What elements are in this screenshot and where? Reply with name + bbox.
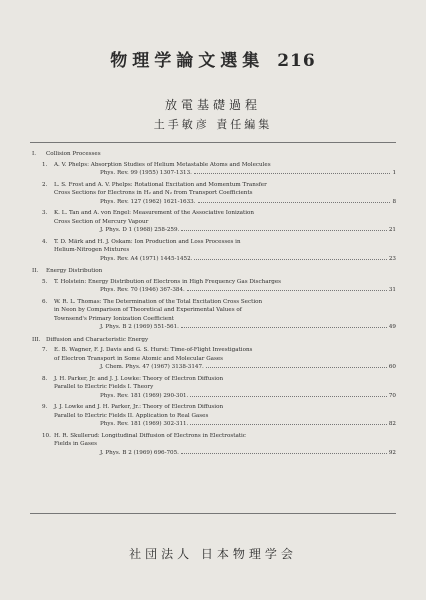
- entry-reference-line: [54, 363, 396, 372]
- entry-text-line: K. L. Tan and A. von Engel: Measurement of the Associative Ionization: [54, 210, 255, 216]
- entry-reference-line: [54, 323, 396, 332]
- series-title-text: 物理学論文選集: [110, 51, 265, 71]
- table-of-contents: [30, 150, 396, 460]
- entry-text-line: J. H. Parker, Jr. and J. J. Lowke: Theory of Electron Diffusion: [54, 375, 224, 382]
- dot-leader: [190, 392, 386, 397]
- entry-text-line: T. D. Märk and H. J. Oskam: Ion Production and Loss Processes in: [54, 238, 241, 245]
- dot-leader: [181, 323, 387, 328]
- entry-number: 9.: [42, 404, 48, 410]
- entry-reference-line: [54, 169, 396, 178]
- publisher-name: 社団法人 日本物理学会: [129, 547, 297, 561]
- journal-reference: J. Phys. B 2 (1969) 696-705.: [100, 449, 179, 456]
- toc-entry: [30, 432, 396, 458]
- entry-text-line: Parallel to Electric Fields I. Theory: [54, 384, 154, 390]
- dot-leader: [194, 169, 390, 174]
- entry-text-line: of Electron Transport in Some Atomic and Molecular Gases: [54, 355, 224, 362]
- journal-reference: Phys. Rev. A4 (1971) 1445-1452.: [100, 255, 193, 262]
- toc-entry: [30, 403, 396, 429]
- entry-number: 8.: [42, 375, 48, 382]
- section-numeral: III.: [32, 336, 41, 343]
- journal-reference: J. Chem. Phys. 47 (1967) 3138-3147.: [100, 364, 204, 370]
- entry-reference-line: [54, 420, 396, 429]
- entry-number: 5.: [42, 278, 48, 285]
- volume-subtitle: 放電基礎過程: [164, 98, 261, 112]
- series-title: [0, 46, 426, 71]
- entry-text-line: Cross Sections for Electrons in H₂ and N₂ from Transport Coefficients: [54, 190, 253, 196]
- toc-entry: [30, 238, 396, 264]
- journal-reference: Phys. Rev. 99 (1955) 1307-1313.: [100, 170, 192, 176]
- toc-entry: [30, 375, 396, 401]
- toc-entry: [30, 298, 396, 332]
- entry-reference-line: [54, 226, 396, 235]
- dot-leader: [187, 286, 387, 291]
- toc-section: [30, 150, 396, 263]
- page-number: 82: [388, 421, 396, 427]
- page-number: 31: [388, 287, 396, 293]
- entry-reference-line: [54, 255, 396, 264]
- entry-number: 4.: [42, 238, 48, 245]
- top-divider: [30, 142, 396, 143]
- entry-text-line: in Neon by Comparison of Theoretical and Experimental Values of: [54, 307, 242, 313]
- toc-entry: [30, 209, 396, 235]
- section-heading: [30, 336, 396, 345]
- toc-entry: [30, 181, 396, 207]
- entry-reference-line: [54, 392, 396, 401]
- entry-reference-line: [54, 198, 396, 207]
- journal-reference: Phys. Rev. 70 (1946) 367-384.: [100, 287, 185, 293]
- section-heading: [30, 150, 396, 159]
- toc-entry: [30, 346, 396, 372]
- page-number: 1: [392, 170, 396, 176]
- entry-text-line: H. R. Skullerud: Longitudinal Diffusion of Electrons in Electrostatic: [54, 432, 246, 439]
- dot-leader: [190, 420, 386, 425]
- entry-text-line: T. Holstein: Energy Distribution of Electrons in High Frequency Gas Discharges: [54, 278, 282, 285]
- page-number: 92: [388, 449, 396, 456]
- entry-text-line: Cross Section of Mercury Vapour: [54, 218, 149, 225]
- section-title: Energy Distribution: [46, 268, 103, 274]
- entry-reference-line: [54, 286, 396, 295]
- journal-reference: Phys. Rev. 127 (1962) 1621-1633.: [100, 198, 196, 205]
- section-heading: [30, 267, 396, 276]
- section-title: Collision Processes: [46, 151, 101, 157]
- toc-entry: [30, 278, 396, 295]
- dot-leader: [181, 449, 387, 454]
- entry-number: 1.: [42, 161, 48, 168]
- toc-entry: [30, 161, 396, 178]
- dot-leader: [194, 255, 386, 260]
- entry-number: 7.: [42, 347, 48, 353]
- entry-number: 2.: [42, 181, 48, 188]
- section-numeral: I.: [32, 151, 36, 157]
- journal-reference: Phys. Rev. 181 (1969) 302-311.: [100, 421, 189, 427]
- section-title: Diffusion and Characteristic Energy: [46, 336, 149, 343]
- entry-number: 6.: [42, 298, 48, 305]
- dot-leader: [198, 198, 391, 203]
- entry-number: 10.: [42, 432, 51, 439]
- entry-text-line: E. B. Wagner, F. J. Davis and G. S. Hurst: Time-of-Flight Investigations: [54, 347, 253, 353]
- page-number: 49: [388, 324, 396, 330]
- section-numeral: II.: [32, 268, 39, 274]
- entry-text-line: Parallel to Electric Fields II. Application to Real Gases: [54, 412, 209, 419]
- entry-text-line: L. S. Frost and A. V. Phelps: Rotational Excitation and Momentum Transfer: [54, 181, 267, 188]
- bottom-divider: [30, 513, 396, 514]
- toc-section: [30, 336, 396, 458]
- entry-reference-line: [54, 449, 396, 458]
- entry-text-line: A. V. Phelps: Absorption Studies of Helium Metastable Atoms and Molecules: [54, 161, 271, 168]
- dot-leader: [181, 226, 387, 231]
- editor-credit: 土手敏彦 責任編集: [153, 118, 273, 131]
- entry-text-line: Townsend's Primary Ionization Coefficient: [54, 315, 174, 322]
- page-number: 70: [388, 392, 396, 399]
- toc-section: [30, 267, 396, 332]
- entry-text-line: W. R. L. Thomas: The Determination of the Total Excitation Cross Section: [54, 298, 263, 305]
- series-number: 216: [277, 51, 316, 71]
- entry-text-line: J. J. Lowke and J. H. Parker, Jr.: Theory of Electron Diffusion: [54, 404, 224, 410]
- page-number: 23: [388, 255, 396, 262]
- page-number: 60: [388, 364, 396, 370]
- page-number: 21: [388, 227, 396, 233]
- journal-reference: J. Phys. D 1 (1968) 258-259.: [100, 227, 180, 233]
- dot-leader: [206, 363, 387, 368]
- journal-reference: J. Phys. B 2 (1969) 551-561.: [100, 324, 179, 330]
- journal-reference: Phys. Rev. 181 (1969) 290-301.: [100, 392, 189, 399]
- page-number: 8: [392, 198, 396, 205]
- entry-number: 3.: [42, 210, 48, 216]
- entry-text-line: Fields in Gases: [54, 441, 98, 447]
- entry-text-line: Helium-Nitrogen Mixtures: [54, 247, 130, 253]
